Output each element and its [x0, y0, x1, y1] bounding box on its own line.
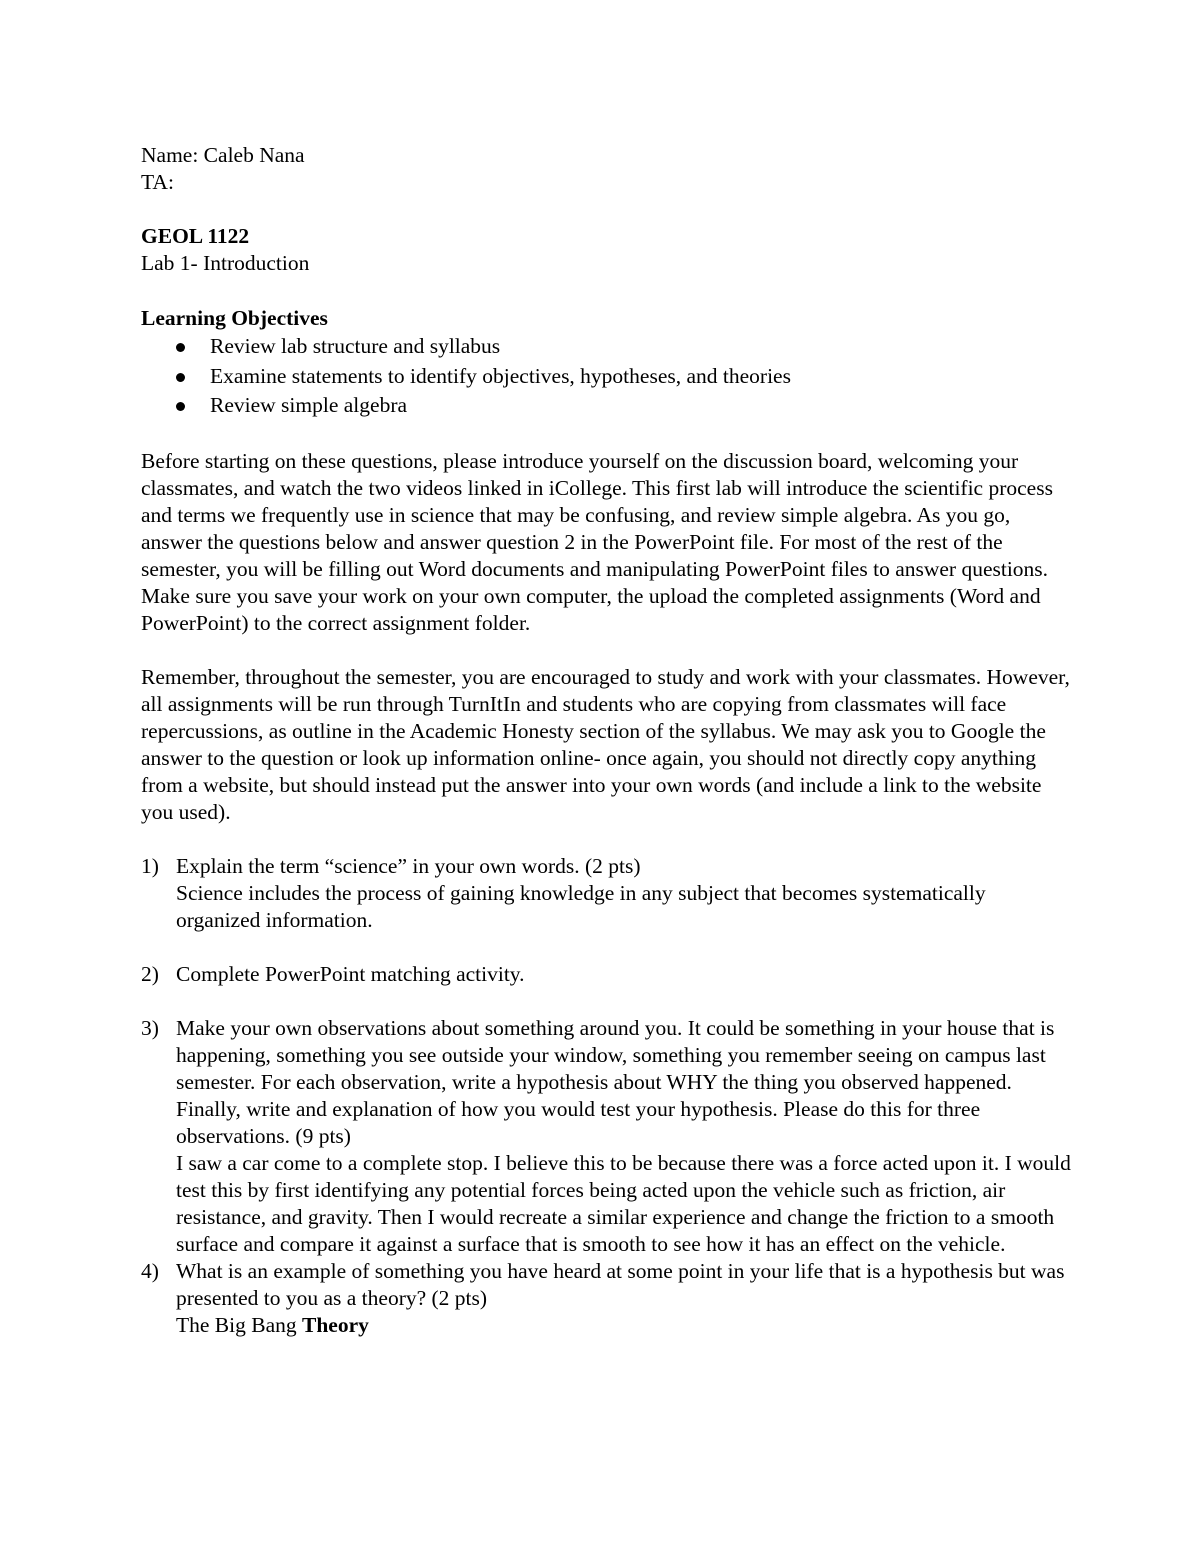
- objective-item: Examine statements to identify objectives, hypotheses, and theories: [141, 362, 1071, 392]
- question-item: [141, 853, 1071, 934]
- objectives-list: [141, 332, 1071, 421]
- question-prompt: Make your own observations about something around you. It could be something in your house that is happening, something you see outside your window, something you remember seeing on campus last semester. For each observation, write a hypothesis about WHY the thing you observed happened. Finally, write and explanation of how you would test your hypothesis. Please do this for three observations. (9 pts): [176, 1015, 1055, 1148]
- objective-item: Review simple algebra: [141, 391, 1071, 421]
- question-prompt: Explain the term “science” in your own words. (2 pts): [176, 853, 641, 878]
- question-answer: Science includes the process of gaining knowledge in any subject that becomes systematically organized information.: [176, 880, 986, 932]
- question-list: [141, 853, 1071, 1339]
- bullet-icon: [176, 402, 185, 411]
- question-item: [141, 1015, 1071, 1258]
- question-item: [141, 961, 1071, 988]
- bullet-icon: [176, 343, 185, 352]
- question-answer: [176, 1312, 1071, 1339]
- ta-line: TA:: [141, 170, 174, 194]
- answer-bold-text: Theory: [302, 1312, 369, 1337]
- question-answer: I saw a car come to a complete stop. I believe this to be because there was a force acted upon it. I would test this by first identifying any potential forces being acted upon the vehicle such as friction, air resistance, and gravity. Then I would recreate a similar experience and change the friction to a smooth surface and compare it against a surface that is smooth to see how it has an effect on the vehicle.: [176, 1150, 1071, 1256]
- lab-title: Lab 1- Introduction: [141, 251, 310, 275]
- objective-item: Review lab structure and syllabus: [141, 332, 1071, 362]
- question-number: 1): [141, 853, 159, 878]
- question-prompt: What is an example of something you have heard at some point in your life that is a hypothesis but was presented to you as a theory? (2 pts): [176, 1258, 1065, 1310]
- course-code: GEOL 1122: [141, 224, 250, 248]
- question-prompt: Complete PowerPoint matching activity.: [176, 961, 525, 986]
- question-number: 2): [141, 961, 159, 986]
- document-body: [141, 142, 1071, 1339]
- objectives-heading: Learning Objectives: [141, 306, 328, 330]
- answer-plain-text: The Big Bang: [176, 1312, 302, 1337]
- intro-paragraph: Before starting on these questions, please introduce yourself on the discussion board, welcoming your classmates, and watch the two videos linked in iCollege. This first lab will introduce the scientific process and terms we frequently use in science that may be confusing, and review simple algebra. As you go, answer the questions below and answer question 2 in the PowerPoint file. For most of the rest of the semester, you will be filling out Word documents and manipulating PowerPoint files to answer questions. Make sure you save your work on your own computer, the upload the completed assignments (Word and PowerPoint) to the correct assignment folder.: [141, 448, 1053, 635]
- question-number: 4): [141, 1258, 159, 1283]
- honesty-paragraph: Remember, throughout the semester, you are encouraged to study and work with your classmates. However, all assignments will be run through TurnItIn and students who are copying from classmates will face repercussions, as outline in the Academic Honesty section of the syllabus. We may ask you to Google the answer to the question or look up information online- once again, you should not directly copy anything from a website, but should instead put the answer into your own words (and include a link to the website you used).: [141, 664, 1070, 824]
- bullet-icon: [176, 373, 185, 382]
- name-line: Name: Caleb Nana: [141, 143, 305, 167]
- question-item: [141, 1258, 1071, 1339]
- question-number: 3): [141, 1015, 159, 1040]
